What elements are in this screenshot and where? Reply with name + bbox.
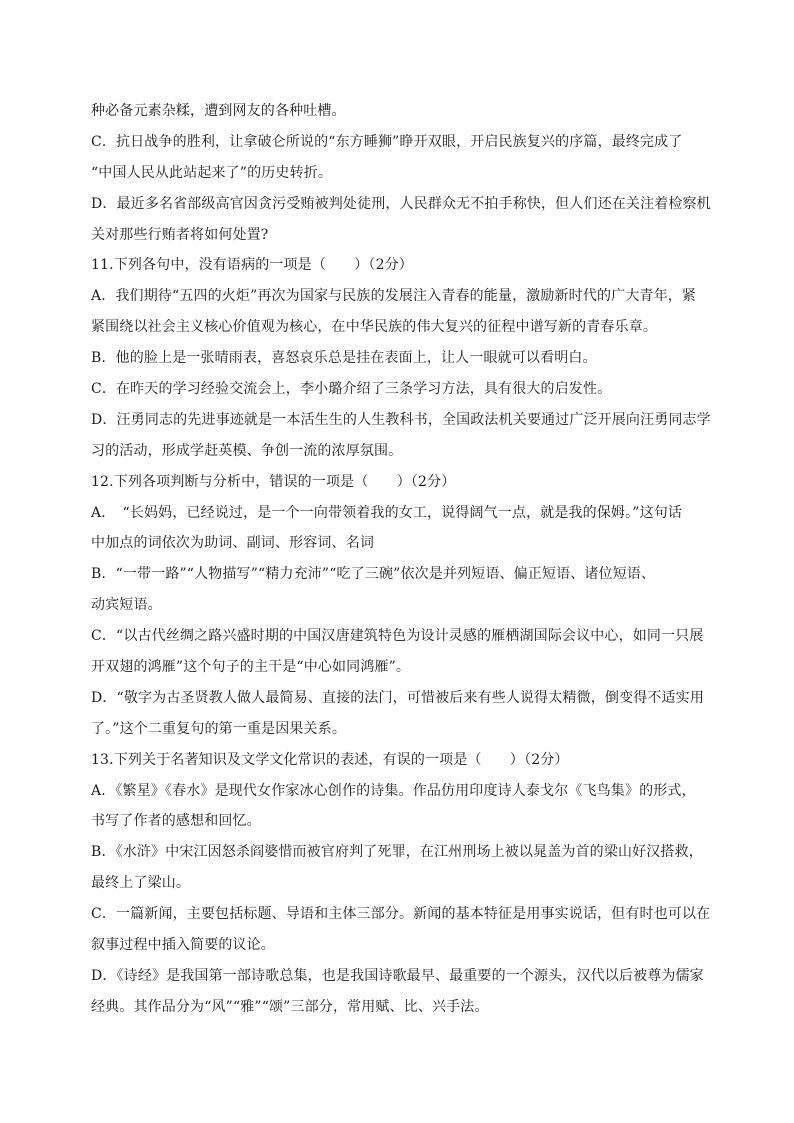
option-c: C．“以古代丝绸之路兴盛时期的中国汉唐建筑特色为设计灵感的雁栖湖国际会议中心，如同一只展 <box>91 628 704 645</box>
option-b: B．他的脸上是一张晴雨表，喜怒哀乐总是挂在表面上，让人一眼就可以看明白。 <box>91 350 597 367</box>
option-d: D．《诗经》是我国第一部诗歌总集，也是我国诗歌最早、最重要的一个源头，汉代以后被尊为儒家 <box>91 967 704 984</box>
text-line: 开双翅的鸿雁”这个句子的主干是“中心如同鸿雁”。 <box>91 659 411 676</box>
option-b: B．“一带一路”“人物描写”“精力充沛”“吃了三碗”依次是并列短语、偏正短语、诸位短语、 <box>91 566 656 583</box>
question-11-title: 11.下列各句中，没有语病的一项是（ ）（2分） <box>91 257 413 274</box>
text-line: 了。”这个二重复句的第一重是因果关系。 <box>91 720 347 737</box>
text-line: 中加点的词依次为助词、副词、形容词、名词 <box>91 535 374 552</box>
option-c: C．抗日战争的胜利，让拿破仑所说的“东方睡狮”睁开双眼，开启民族复兴的序篇，最终完成了 <box>91 133 683 150</box>
text-line: 叙事过程中插入简要的议论。 <box>91 937 275 954</box>
option-d: D．汪勇同志的先进事迹就是一本活生生的人生教科书，全国政法机关要通过广泛开展向汪勇同志学 <box>91 411 711 428</box>
question-13-title: 13.下列关于名著知识及文学文化常识的表述，有误的一项是（ ）（2分） <box>91 751 569 768</box>
option-a: A．《繁星》《春水》是现代女作家冰心创作的诗集。作品仿用印度诗人泰戈尔《飞鸟集》的形式， <box>91 782 696 799</box>
text-line: 紧围绕以社会主义核心价值观为核心，在中华民族的伟大复兴的征程中谱写新的青春乐章。 <box>91 319 657 336</box>
text-line: 经典。其作品分为“风”“雅”“颂”三部分，常用赋、比、兴手法。 <box>91 998 489 1015</box>
option-a: A．我们期待“五四的火炬”再次为国家与民族的发展注入青春的能量，激励新时代的广大青年，紧 <box>91 288 697 305</box>
question-12-title: 12.下列各项判断与分析中，错误的一项是（ ）（2分） <box>91 473 456 490</box>
text-line: “中国人民从此站起来了”的历史转折。 <box>91 164 333 181</box>
text-line: 关对那些行贿者将如何处置? <box>91 226 269 243</box>
option-c: C．一篇新闻，主要包括标题、导语和主体三部分。新闻的基本特征是用事实说话，但有时也可以在 <box>91 906 711 923</box>
text-line: 最终上了梁山。 <box>91 875 191 892</box>
option-d: D．最近多名省部级高官因贪污受贿被判处徒刑，人民群众无不拍手称快，但人们还在关注着检察机 <box>91 195 711 212</box>
text-line: 书写了作者的感想和回忆。 <box>91 813 261 830</box>
option-b: B．《水浒》中宋江因怒杀阎婆惜而被官府判了死罪，在江州刑场上被以晁盖为首的梁山好汉搭救， <box>91 844 703 861</box>
option-c: C．在昨天的学习经验交流会上，李小璐介绍了三条学习方法，具有很大的启发性。 <box>91 381 612 398</box>
option-d: D．“敬字为古圣贤教人做人最简易、直接的法门，可惜被后来有些人说得太精微，倒变得不适实用 <box>91 689 704 706</box>
text-line: 动宾短语。 <box>91 597 162 614</box>
exam-page <box>91 96 711 1023</box>
text-line: 习的活动，形成学赶英模、争创一流的浓厚氛围。 <box>91 442 403 459</box>
text-line: 种必备元素杂糅，遭到网友的各种吐槽。 <box>91 103 346 119</box>
option-a: A． “长妈妈，已经说过，是一个一向带领着我的女工，说得阔气一点，就是我的保姆。”这句话 <box>91 504 683 521</box>
